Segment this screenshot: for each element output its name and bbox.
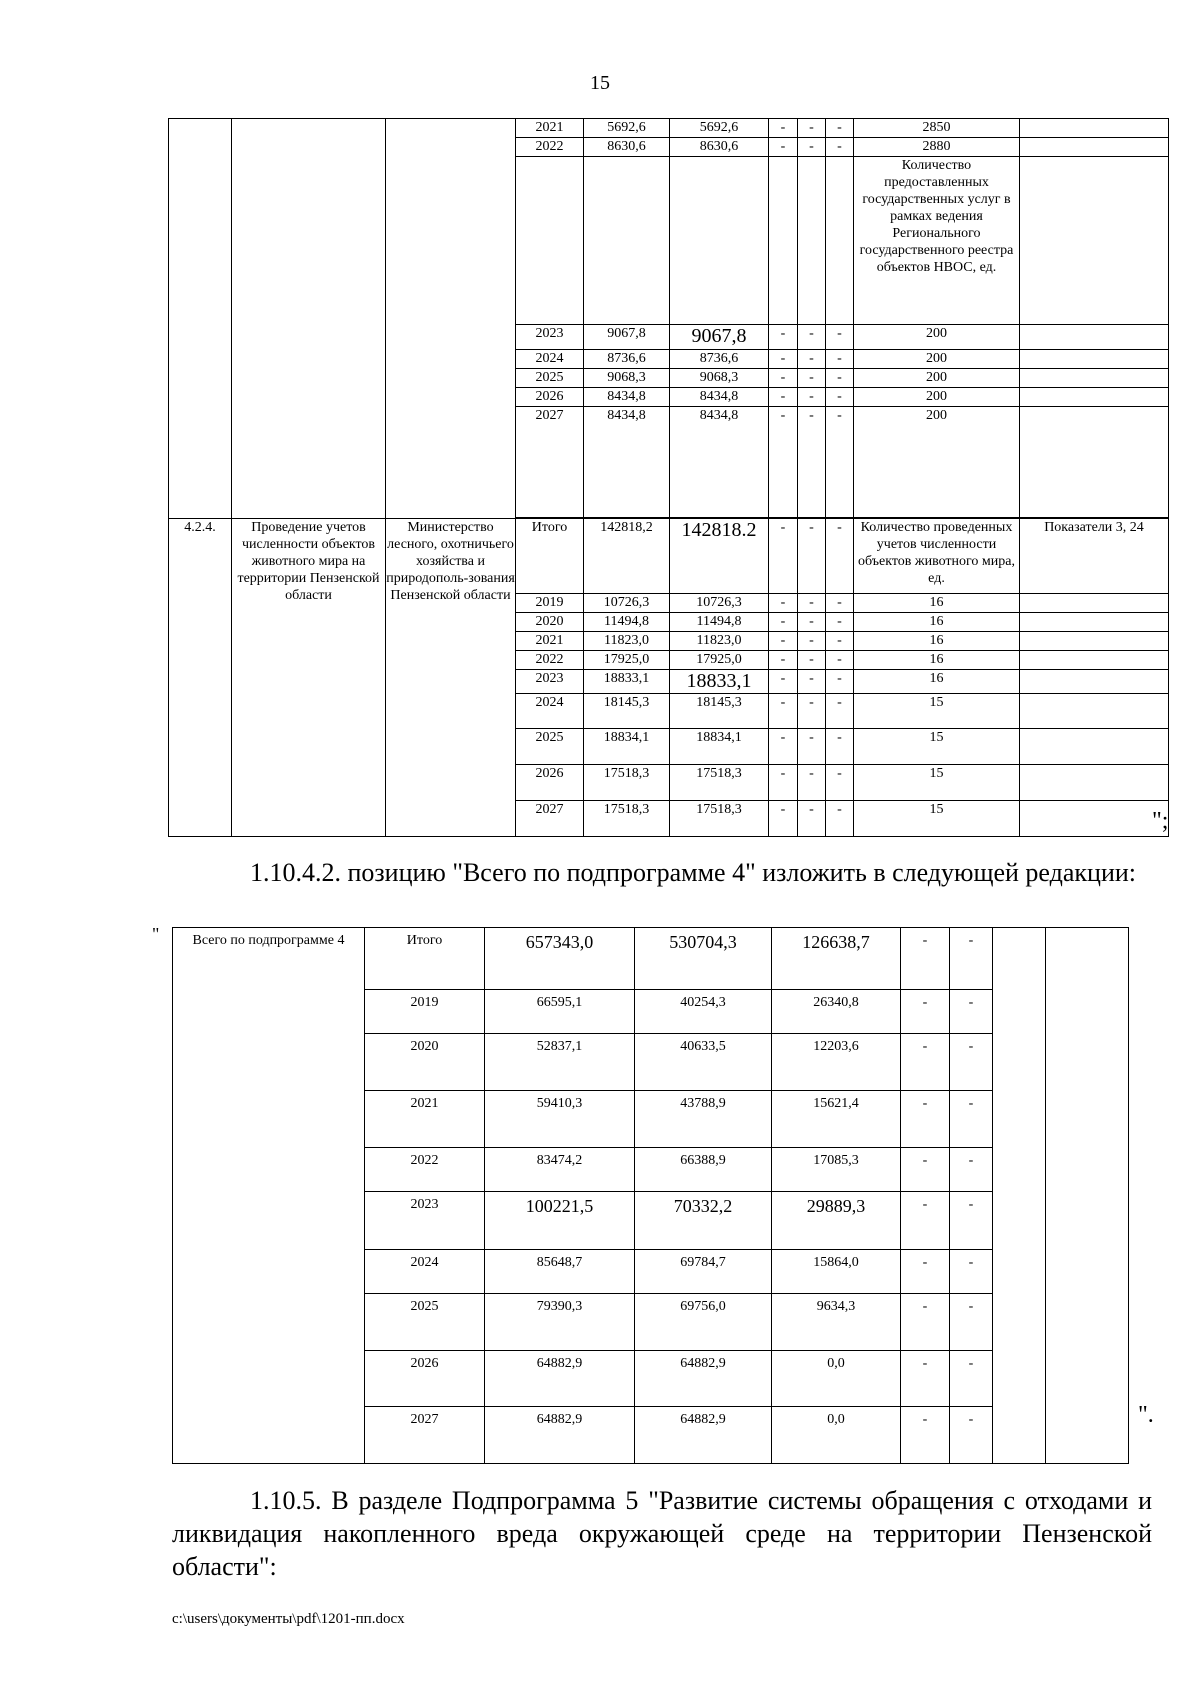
dash-cell: - bbox=[950, 1034, 993, 1091]
indicator-value: 2880 bbox=[854, 138, 1020, 157]
empty-cell bbox=[826, 157, 854, 325]
dash-cell: - bbox=[950, 1148, 993, 1192]
regional-cell: 18833,1 bbox=[670, 670, 769, 694]
indicator-header: Количество проведенных учетов численности объектов животного мира, ед. bbox=[854, 519, 1020, 594]
year-cell: 2025 bbox=[516, 369, 584, 388]
dash-cell: - bbox=[798, 350, 826, 369]
paragraph bbox=[172, 1484, 1152, 1583]
regional-cell: 64882,9 bbox=[635, 1407, 772, 1464]
indicator-value: 16 bbox=[854, 670, 1020, 694]
dash-cell: - bbox=[798, 613, 826, 632]
dash-cell: - bbox=[769, 613, 798, 632]
federal-cell: 29889,3 bbox=[772, 1192, 901, 1250]
regional-cell: 5692,6 bbox=[670, 119, 769, 138]
year-cell: 2026 bbox=[365, 1351, 485, 1407]
dash-cell: - bbox=[798, 765, 826, 801]
dash-cell: - bbox=[769, 119, 798, 138]
empty-cell bbox=[1020, 157, 1169, 325]
year-cell: 2024 bbox=[365, 1250, 485, 1294]
year-cell: Итого bbox=[516, 519, 584, 594]
regional-cell: 69756,0 bbox=[635, 1294, 772, 1351]
regional-cell: 17518,3 bbox=[670, 801, 769, 837]
federal-cell: 0,0 bbox=[772, 1351, 901, 1407]
item-executor: Министерство лесного, охотничьего хозяйства и природополь-зования Пензенской области bbox=[386, 519, 516, 837]
regional-cell: 17925,0 bbox=[670, 651, 769, 670]
indicator-value: 16 bbox=[854, 613, 1020, 632]
empty-cell bbox=[1020, 388, 1169, 407]
dash-cell: - bbox=[826, 388, 854, 407]
total-cell: 64882,9 bbox=[485, 1351, 635, 1407]
dash-cell: - bbox=[826, 407, 854, 518]
federal-cell: 15621,4 bbox=[772, 1091, 901, 1148]
total-cell: 83474,2 bbox=[485, 1148, 635, 1192]
table-row bbox=[173, 928, 1129, 990]
indicator-value: 16 bbox=[854, 594, 1020, 613]
indicator-header: Количество предоставленных государственных услуг в рамках ведения Регионального государственного реестра объектов НВОС, ед. bbox=[854, 157, 1020, 325]
dash-cell: - bbox=[901, 1407, 950, 1464]
dash-cell: - bbox=[769, 801, 798, 837]
year-cell: 2025 bbox=[365, 1294, 485, 1351]
federal-cell: 0,0 bbox=[772, 1407, 901, 1464]
empty-cell bbox=[670, 157, 769, 325]
empty-cell bbox=[1020, 350, 1169, 369]
empty-cell bbox=[1020, 119, 1169, 138]
year-cell: 2025 bbox=[516, 729, 584, 765]
total-cell: 52837,1 bbox=[485, 1034, 635, 1091]
dash-cell: - bbox=[901, 1250, 950, 1294]
indicator-value: 200 bbox=[854, 325, 1020, 350]
dash-cell: - bbox=[826, 765, 854, 801]
indicator-value: 16 bbox=[854, 651, 1020, 670]
total-cell: 17518,3 bbox=[584, 801, 670, 837]
regional-cell: 142818.2 bbox=[670, 519, 769, 594]
dash-cell: - bbox=[826, 801, 854, 837]
regional-cell: 9067,8 bbox=[670, 325, 769, 350]
indicator-value: 200 bbox=[854, 407, 1020, 518]
year-cell: Итого bbox=[365, 928, 485, 990]
total-cell: 9067,8 bbox=[584, 325, 670, 350]
indicator-value: 200 bbox=[854, 350, 1020, 369]
federal-cell: 15864,0 bbox=[772, 1250, 901, 1294]
year-cell: 2022 bbox=[365, 1148, 485, 1192]
dash-cell: - bbox=[826, 729, 854, 765]
total-cell: 17518,3 bbox=[584, 765, 670, 801]
dash-cell: - bbox=[950, 1407, 993, 1464]
indicator-value: 15 bbox=[854, 765, 1020, 801]
indicator-value: 15 bbox=[854, 694, 1020, 729]
dash-cell: - bbox=[950, 1091, 993, 1148]
total-cell: 18834,1 bbox=[584, 729, 670, 765]
total-cell: 8630,6 bbox=[584, 138, 670, 157]
empty-cell bbox=[516, 157, 584, 325]
table-row bbox=[169, 519, 1169, 594]
year-cell: 2021 bbox=[516, 632, 584, 651]
regional-cell: 11823,0 bbox=[670, 632, 769, 651]
indicator-value: 2850 bbox=[854, 119, 1020, 138]
regional-cell: 40254,3 bbox=[635, 990, 772, 1034]
regional-cell: 530704,3 bbox=[635, 928, 772, 990]
total-cell: 10726,3 bbox=[584, 594, 670, 613]
total-cell: 8434,8 bbox=[584, 388, 670, 407]
paragraph bbox=[172, 856, 1152, 889]
empty-cell bbox=[1020, 729, 1169, 765]
dash-cell: - bbox=[798, 119, 826, 138]
regional-cell: 17518,3 bbox=[670, 765, 769, 801]
dash-cell: - bbox=[769, 369, 798, 388]
dash-cell: - bbox=[769, 388, 798, 407]
dash-cell: - bbox=[798, 388, 826, 407]
year-cell: 2026 bbox=[516, 765, 584, 801]
year-cell: 2023 bbox=[516, 670, 584, 694]
dash-cell: - bbox=[769, 651, 798, 670]
empty-cell bbox=[1020, 765, 1169, 801]
item-name: Проведение учетов численности объектов животного мира на территории Пензенской области bbox=[232, 519, 386, 837]
dash-cell: - bbox=[826, 594, 854, 613]
dash-cell: - bbox=[826, 119, 854, 138]
dash-cell: - bbox=[901, 928, 950, 990]
federal-cell: 17085,3 bbox=[772, 1148, 901, 1192]
regional-cell: 8630,6 bbox=[670, 138, 769, 157]
year-cell: 2026 bbox=[516, 388, 584, 407]
empty-cell bbox=[1020, 325, 1169, 350]
empty-cell bbox=[1020, 632, 1169, 651]
total-cell: 11494,8 bbox=[584, 613, 670, 632]
year-cell: 2024 bbox=[516, 350, 584, 369]
dash-cell: - bbox=[901, 990, 950, 1034]
dash-cell: - bbox=[798, 632, 826, 651]
year-cell: 2023 bbox=[516, 325, 584, 350]
federal-cell: 26340,8 bbox=[772, 990, 901, 1034]
paragraph-text: 1.10.4.2. позицию "Всего по подпрограмме 4" изложить в следующей редакции: bbox=[250, 858, 1136, 887]
empty-cell bbox=[798, 157, 826, 325]
regional-cell: 10726,3 bbox=[670, 594, 769, 613]
indicator-value: 16 bbox=[854, 632, 1020, 651]
empty-cell bbox=[1020, 651, 1169, 670]
closing-quote: "; bbox=[1152, 808, 1169, 834]
dash-cell: - bbox=[769, 670, 798, 694]
dash-cell: - bbox=[798, 369, 826, 388]
indicator-value: 15 bbox=[854, 729, 1020, 765]
total-cell: 5692,6 bbox=[584, 119, 670, 138]
dash-cell: - bbox=[950, 990, 993, 1034]
empty-cell bbox=[1020, 369, 1169, 388]
regional-cell: 64882,9 bbox=[635, 1351, 772, 1407]
total-cell: 79390,3 bbox=[485, 1294, 635, 1351]
dash-cell: - bbox=[769, 632, 798, 651]
dash-cell: - bbox=[826, 694, 854, 729]
dash-cell: - bbox=[950, 1250, 993, 1294]
total-label: Всего по подпрограмме 4 bbox=[173, 928, 365, 1464]
total-cell: 11823,0 bbox=[584, 632, 670, 651]
indicator-value: 200 bbox=[854, 388, 1020, 407]
empty-cell bbox=[1020, 594, 1169, 613]
dash-cell: - bbox=[826, 670, 854, 694]
dash-cell: - bbox=[826, 632, 854, 651]
regional-cell: 11494,8 bbox=[670, 613, 769, 632]
total-cell: 9068,3 bbox=[584, 369, 670, 388]
empty-cell bbox=[1020, 407, 1169, 518]
dash-cell: - bbox=[826, 325, 854, 350]
regional-cell: 43788,9 bbox=[635, 1091, 772, 1148]
dash-cell: - bbox=[798, 694, 826, 729]
dash-cell: - bbox=[826, 350, 854, 369]
empty-cell bbox=[993, 928, 1046, 1464]
total-cell: 8434,8 bbox=[584, 407, 670, 518]
dash-cell: - bbox=[769, 519, 798, 594]
dash-cell: - bbox=[798, 594, 826, 613]
total-cell: 59410,3 bbox=[485, 1091, 635, 1148]
dash-cell: - bbox=[769, 694, 798, 729]
federal-cell: 126638,7 bbox=[772, 928, 901, 990]
indicator-value: 200 bbox=[854, 369, 1020, 388]
total-cell: 64882,9 bbox=[485, 1407, 635, 1464]
year-cell: 2027 bbox=[516, 801, 584, 837]
year-cell: 2027 bbox=[516, 407, 584, 518]
opening-quote: " bbox=[152, 924, 160, 944]
total-cell: 100221,5 bbox=[485, 1192, 635, 1250]
table-row bbox=[169, 119, 1169, 138]
dash-cell: - bbox=[769, 325, 798, 350]
dash-cell: - bbox=[901, 1192, 950, 1250]
empty-cell bbox=[1020, 613, 1169, 632]
dash-cell: - bbox=[826, 651, 854, 670]
total-cell: 85648,7 bbox=[485, 1250, 635, 1294]
page-number: 15 bbox=[590, 72, 610, 94]
regional-cell: 8434,8 bbox=[670, 407, 769, 518]
dash-cell: - bbox=[769, 594, 798, 613]
year-cell: 2023 bbox=[365, 1192, 485, 1250]
total-cell: 66595,1 bbox=[485, 990, 635, 1034]
dash-cell: - bbox=[769, 729, 798, 765]
dash-cell: - bbox=[769, 765, 798, 801]
empty-cell bbox=[1020, 801, 1169, 837]
regional-cell: 9068,3 bbox=[670, 369, 769, 388]
year-cell: 2024 bbox=[516, 694, 584, 729]
dash-cell: - bbox=[769, 407, 798, 518]
regional-cell: 8736,6 bbox=[670, 350, 769, 369]
year-cell: 2021 bbox=[516, 119, 584, 138]
indicator-links: Показатели 3, 24 bbox=[1020, 519, 1169, 594]
year-cell: 2020 bbox=[516, 613, 584, 632]
federal-cell: 12203,6 bbox=[772, 1034, 901, 1091]
total-cell: 18145,3 bbox=[584, 694, 670, 729]
year-cell: 2019 bbox=[516, 594, 584, 613]
regional-cell: 8434,8 bbox=[670, 388, 769, 407]
dash-cell: - bbox=[826, 369, 854, 388]
dash-cell: - bbox=[769, 138, 798, 157]
dash-cell: - bbox=[798, 325, 826, 350]
footer-file-path: c:\users\документы\pdf\1201-пп.docx bbox=[172, 1611, 405, 1627]
regional-cell: 18834,1 bbox=[670, 729, 769, 765]
subprogram-total-table bbox=[172, 927, 1129, 1464]
year-cell: 2022 bbox=[516, 138, 584, 157]
item-number: 4.2.4. bbox=[169, 519, 232, 837]
program-table bbox=[168, 118, 1169, 837]
closing-quote: ". bbox=[1138, 1402, 1154, 1428]
dash-cell: - bbox=[901, 1351, 950, 1407]
year-cell: 2020 bbox=[365, 1034, 485, 1091]
dash-cell: - bbox=[950, 1192, 993, 1250]
regional-cell: 40633,5 bbox=[635, 1034, 772, 1091]
paragraph-text: 1.10.5. В разделе Подпрограмма 5 "Развитие системы обращения с отходами и ликвидация накопленного вреда окружающей среде на территории Пензенской области": bbox=[172, 1486, 1152, 1581]
dash-cell: - bbox=[950, 1294, 993, 1351]
regional-cell: 18145,3 bbox=[670, 694, 769, 729]
empty-cell bbox=[769, 157, 798, 325]
dash-cell: - bbox=[950, 928, 993, 990]
empty-cell bbox=[1020, 694, 1169, 729]
dash-cell: - bbox=[901, 1091, 950, 1148]
regional-cell: 70332,2 bbox=[635, 1192, 772, 1250]
dash-cell: - bbox=[901, 1034, 950, 1091]
year-cell: 2021 bbox=[365, 1091, 485, 1148]
dash-cell: - bbox=[826, 519, 854, 594]
dash-cell: - bbox=[901, 1294, 950, 1351]
total-cell: 18833,1 bbox=[584, 670, 670, 694]
total-cell: 8736,6 bbox=[584, 350, 670, 369]
dash-cell: - bbox=[769, 350, 798, 369]
dash-cell: - bbox=[826, 138, 854, 157]
dash-cell: - bbox=[798, 519, 826, 594]
dash-cell: - bbox=[798, 801, 826, 837]
year-cell: 2022 bbox=[516, 651, 584, 670]
empty-cell bbox=[1020, 138, 1169, 157]
total-cell: 17925,0 bbox=[584, 651, 670, 670]
regional-cell: 69784,7 bbox=[635, 1250, 772, 1294]
total-cell: 142818,2 bbox=[584, 519, 670, 594]
year-cell: 2019 bbox=[365, 990, 485, 1034]
empty-cell bbox=[1020, 670, 1169, 694]
regional-cell: 66388,9 bbox=[635, 1148, 772, 1192]
dash-cell: - bbox=[798, 670, 826, 694]
total-cell: 657343,0 bbox=[485, 928, 635, 990]
year-cell: 2027 bbox=[365, 1407, 485, 1464]
dash-cell: - bbox=[798, 407, 826, 518]
dash-cell: - bbox=[826, 613, 854, 632]
empty-cell bbox=[1046, 928, 1129, 1464]
dash-cell: - bbox=[901, 1148, 950, 1192]
indicator-value: 15 bbox=[854, 801, 1020, 837]
dash-cell: - bbox=[950, 1351, 993, 1407]
empty-cell bbox=[584, 157, 670, 325]
dash-cell: - bbox=[798, 651, 826, 670]
federal-cell: 9634,3 bbox=[772, 1294, 901, 1351]
dash-cell: - bbox=[798, 138, 826, 157]
dash-cell: - bbox=[798, 729, 826, 765]
